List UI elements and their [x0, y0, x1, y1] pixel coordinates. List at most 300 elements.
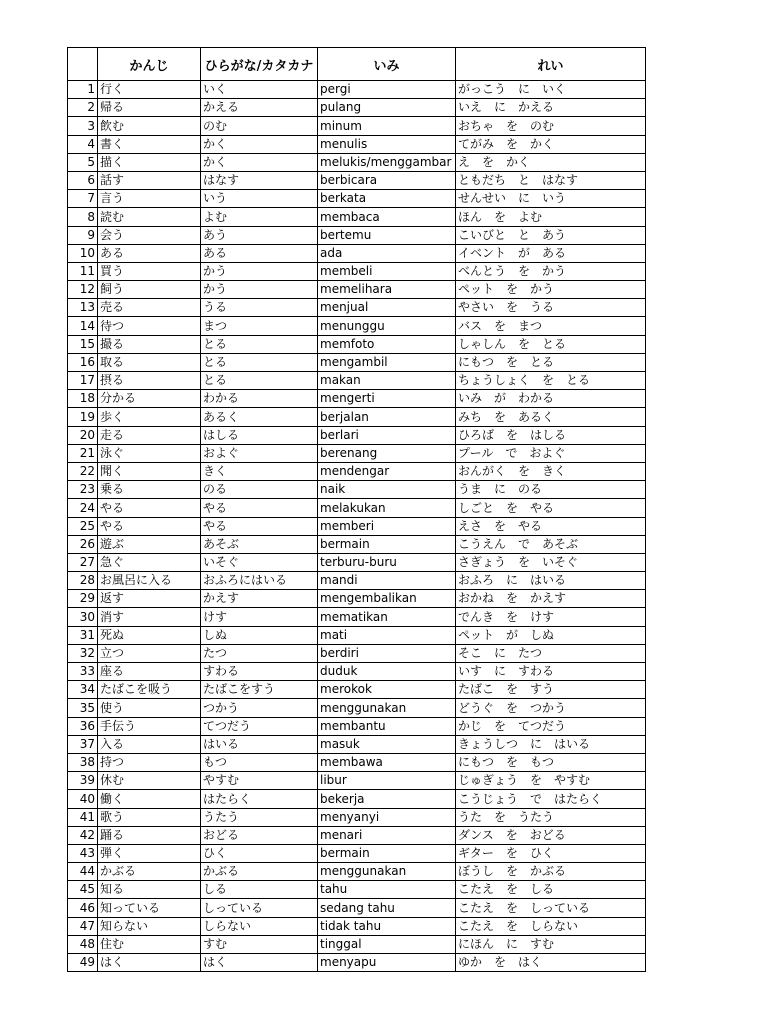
- table-row: [68, 190, 646, 208]
- kanji-cell: はく: [98, 954, 201, 972]
- kanji-cell: 泳ぐ: [98, 444, 201, 462]
- meaning-cell: melukis/menggambar: [318, 153, 456, 171]
- kanji-cell: 座る: [98, 663, 201, 681]
- row-number: 42: [68, 826, 98, 844]
- kana-cell: はしる: [201, 426, 318, 444]
- table-row: [68, 135, 646, 153]
- row-number: 17: [68, 372, 98, 390]
- table-row: [68, 153, 646, 171]
- example-cell: こいびと と あう: [456, 226, 646, 244]
- row-number: 40: [68, 790, 98, 808]
- header-kana: ひらがな/カタカナ: [201, 48, 318, 81]
- kana-cell: あそぶ: [201, 535, 318, 553]
- table-row: [68, 317, 646, 335]
- kana-cell: かう: [201, 281, 318, 299]
- example-cell: いえ に かえる: [456, 99, 646, 117]
- table-row: [68, 335, 646, 353]
- row-number: 20: [68, 426, 98, 444]
- example-cell: ペット を かう: [456, 281, 646, 299]
- row-number: 30: [68, 608, 98, 626]
- header-row: [68, 48, 646, 81]
- row-number: 2: [68, 99, 98, 117]
- table-row: [68, 954, 646, 972]
- kanji-cell: 飼う: [98, 281, 201, 299]
- meaning-cell: menunggu: [318, 317, 456, 335]
- kanji-cell: 住む: [98, 935, 201, 953]
- kana-cell: たばこをすう: [201, 681, 318, 699]
- example-cell: じゅぎょう を やすむ: [456, 772, 646, 790]
- table-row: [68, 572, 646, 590]
- kana-cell: つかう: [201, 699, 318, 717]
- example-cell: そこ に たつ: [456, 644, 646, 662]
- row-number: 29: [68, 590, 98, 608]
- example-cell: プール で およぐ: [456, 444, 646, 462]
- row-number: 47: [68, 917, 98, 935]
- meaning-cell: memfoto: [318, 335, 456, 353]
- meaning-cell: menari: [318, 826, 456, 844]
- example-cell: でんき を けす: [456, 608, 646, 626]
- kanji-cell: 描く: [98, 153, 201, 171]
- kanji-cell: 摂る: [98, 372, 201, 390]
- example-cell: てがみ を かく: [456, 135, 646, 153]
- example-cell: おかね を かえす: [456, 590, 646, 608]
- row-number: 22: [68, 462, 98, 480]
- kanji-cell: お風呂に入る: [98, 572, 201, 590]
- example-cell: いす に すわる: [456, 663, 646, 681]
- table-row: [68, 262, 646, 280]
- row-number: 13: [68, 299, 98, 317]
- table-row: [68, 826, 646, 844]
- meaning-cell: berjalan: [318, 408, 456, 426]
- kana-cell: もつ: [201, 753, 318, 771]
- example-cell: さぎょう を いそぐ: [456, 553, 646, 571]
- row-number: 43: [68, 844, 98, 862]
- table-row: [68, 863, 646, 881]
- kana-cell: おふろにはいる: [201, 572, 318, 590]
- kana-cell: しる: [201, 881, 318, 899]
- table-row: [68, 299, 646, 317]
- meaning-cell: terburu-buru: [318, 553, 456, 571]
- row-number: 21: [68, 444, 98, 462]
- table-row: [68, 353, 646, 371]
- meaning-cell: membeli: [318, 262, 456, 280]
- kana-cell: いう: [201, 190, 318, 208]
- table-row: [68, 608, 646, 626]
- meaning-cell: merokok: [318, 681, 456, 699]
- kana-cell: とる: [201, 372, 318, 390]
- meaning-cell: berenang: [318, 444, 456, 462]
- example-cell: こたえ を しる: [456, 881, 646, 899]
- meaning-cell: memberi: [318, 517, 456, 535]
- kana-cell: うたう: [201, 808, 318, 826]
- kanji-cell: かぶる: [98, 863, 201, 881]
- meaning-cell: tidak tahu: [318, 917, 456, 935]
- row-number: 24: [68, 499, 98, 517]
- table-row: [68, 917, 646, 935]
- kana-cell: はたらく: [201, 790, 318, 808]
- meaning-cell: menyanyi: [318, 808, 456, 826]
- meaning-cell: tahu: [318, 881, 456, 899]
- example-cell: やさい を うる: [456, 299, 646, 317]
- example-cell: バス を まつ: [456, 317, 646, 335]
- table-row: [68, 535, 646, 553]
- table-row: [68, 481, 646, 499]
- row-number: 36: [68, 717, 98, 735]
- row-number: 37: [68, 735, 98, 753]
- example-cell: しゃしん を とる: [456, 335, 646, 353]
- row-number: 33: [68, 663, 98, 681]
- table-row: [68, 935, 646, 953]
- kanji-cell: たばこを吸う: [98, 681, 201, 699]
- table-row: [68, 772, 646, 790]
- example-cell: にもつ を もつ: [456, 753, 646, 771]
- meaning-cell: berlari: [318, 426, 456, 444]
- vocabulary-table: [67, 47, 646, 972]
- kanji-cell: 弾く: [98, 844, 201, 862]
- kana-cell: かえす: [201, 590, 318, 608]
- table-body: [68, 81, 646, 972]
- kana-cell: おどる: [201, 826, 318, 844]
- table-row: [68, 390, 646, 408]
- kana-cell: のる: [201, 481, 318, 499]
- kanji-cell: 働く: [98, 790, 201, 808]
- example-cell: うた を うたう: [456, 808, 646, 826]
- meaning-cell: bertemu: [318, 226, 456, 244]
- table-row: [68, 899, 646, 917]
- kanji-cell: 踊る: [98, 826, 201, 844]
- kana-cell: かう: [201, 262, 318, 280]
- kanji-cell: 分かる: [98, 390, 201, 408]
- row-number: 3: [68, 117, 98, 135]
- kanji-cell: 手伝う: [98, 717, 201, 735]
- kanji-cell: 知っている: [98, 899, 201, 917]
- example-cell: イベント が ある: [456, 244, 646, 262]
- kana-cell: しっている: [201, 899, 318, 917]
- meaning-cell: membawa: [318, 753, 456, 771]
- table-row: [68, 426, 646, 444]
- table-row: [68, 681, 646, 699]
- table-row: [68, 444, 646, 462]
- table-row: [68, 699, 646, 717]
- kana-cell: かえる: [201, 99, 318, 117]
- kana-cell: はいる: [201, 735, 318, 753]
- meaning-cell: memelihara: [318, 281, 456, 299]
- meaning-cell: ada: [318, 244, 456, 262]
- kanji-cell: 待つ: [98, 317, 201, 335]
- kanji-cell: 歩く: [98, 408, 201, 426]
- table-row: [68, 81, 646, 99]
- row-number: 14: [68, 317, 98, 335]
- kanji-cell: 乗る: [98, 481, 201, 499]
- meaning-cell: makan: [318, 372, 456, 390]
- kanji-cell: 取る: [98, 353, 201, 371]
- row-number: 35: [68, 699, 98, 717]
- header-number: [68, 48, 98, 81]
- table-row: [68, 844, 646, 862]
- table-row: [68, 171, 646, 189]
- row-number: 15: [68, 335, 98, 353]
- meaning-cell: berdiri: [318, 644, 456, 662]
- example-cell: こたえ を しっている: [456, 899, 646, 917]
- row-number: 23: [68, 481, 98, 499]
- kana-cell: うる: [201, 299, 318, 317]
- meaning-cell: pulang: [318, 99, 456, 117]
- kana-cell: よむ: [201, 208, 318, 226]
- row-number: 10: [68, 244, 98, 262]
- kana-cell: しぬ: [201, 626, 318, 644]
- kanji-cell: 言う: [98, 190, 201, 208]
- kanji-cell: 話す: [98, 171, 201, 189]
- kana-cell: すむ: [201, 935, 318, 953]
- kana-cell: あるく: [201, 408, 318, 426]
- kana-cell: ある: [201, 244, 318, 262]
- meaning-cell: masuk: [318, 735, 456, 753]
- example-cell: いみ が わかる: [456, 390, 646, 408]
- table-row: [68, 281, 646, 299]
- meaning-cell: mematikan: [318, 608, 456, 626]
- table-row: [68, 117, 646, 135]
- example-cell: こうえん で あそぶ: [456, 535, 646, 553]
- kanji-cell: 遊ぶ: [98, 535, 201, 553]
- table-row: [68, 735, 646, 753]
- kana-cell: およぐ: [201, 444, 318, 462]
- meaning-cell: pergi: [318, 81, 456, 99]
- meaning-cell: tinggal: [318, 935, 456, 953]
- meaning-cell: bermain: [318, 535, 456, 553]
- table-row: [68, 553, 646, 571]
- meaning-cell: berkata: [318, 190, 456, 208]
- kana-cell: いそぐ: [201, 553, 318, 571]
- example-cell: ほん を よむ: [456, 208, 646, 226]
- kana-cell: あう: [201, 226, 318, 244]
- kana-cell: いく: [201, 81, 318, 99]
- table-row: [68, 663, 646, 681]
- example-cell: え を かく: [456, 153, 646, 171]
- table-row: [68, 881, 646, 899]
- example-cell: がっこう に いく: [456, 81, 646, 99]
- kanji-cell: 読む: [98, 208, 201, 226]
- row-number: 4: [68, 135, 98, 153]
- meaning-cell: mengambil: [318, 353, 456, 371]
- table-row: [68, 226, 646, 244]
- kana-cell: やる: [201, 499, 318, 517]
- meaning-cell: mengembalikan: [318, 590, 456, 608]
- example-cell: ギター を ひく: [456, 844, 646, 862]
- table-row: [68, 517, 646, 535]
- kana-cell: すわる: [201, 663, 318, 681]
- meaning-cell: bermain: [318, 844, 456, 862]
- kana-cell: しらない: [201, 917, 318, 935]
- example-cell: ともだち と はなす: [456, 171, 646, 189]
- row-number: 32: [68, 644, 98, 662]
- kanji-cell: ある: [98, 244, 201, 262]
- example-cell: にもつ を とる: [456, 353, 646, 371]
- kana-cell: やる: [201, 517, 318, 535]
- header-example: れい: [456, 48, 646, 81]
- table-row: [68, 499, 646, 517]
- kanji-cell: やる: [98, 499, 201, 517]
- kana-cell: はく: [201, 954, 318, 972]
- kanji-cell: 休む: [98, 772, 201, 790]
- row-number: 8: [68, 208, 98, 226]
- example-cell: おちゃ を のむ: [456, 117, 646, 135]
- example-cell: えさ を やる: [456, 517, 646, 535]
- example-cell: こたえ を しらない: [456, 917, 646, 935]
- kana-cell: とる: [201, 335, 318, 353]
- row-number: 19: [68, 408, 98, 426]
- example-cell: べんとう を かう: [456, 262, 646, 280]
- table-row: [68, 717, 646, 735]
- meaning-cell: libur: [318, 772, 456, 790]
- row-number: 6: [68, 171, 98, 189]
- example-cell: ひろば を はしる: [456, 426, 646, 444]
- kanji-cell: 知る: [98, 881, 201, 899]
- kanji-cell: 歌う: [98, 808, 201, 826]
- kana-cell: わかる: [201, 390, 318, 408]
- row-number: 45: [68, 881, 98, 899]
- kana-cell: かく: [201, 135, 318, 153]
- table-row: [68, 99, 646, 117]
- kanji-cell: 飲む: [98, 117, 201, 135]
- table-row: [68, 790, 646, 808]
- example-cell: かじ を てつだう: [456, 717, 646, 735]
- example-cell: みち を あるく: [456, 408, 646, 426]
- row-number: 11: [68, 262, 98, 280]
- meaning-cell: sedang tahu: [318, 899, 456, 917]
- example-cell: ダンス を おどる: [456, 826, 646, 844]
- row-number: 1: [68, 81, 98, 99]
- kana-cell: たつ: [201, 644, 318, 662]
- meaning-cell: membaca: [318, 208, 456, 226]
- row-number: 28: [68, 572, 98, 590]
- example-cell: どうぐ を つかう: [456, 699, 646, 717]
- table-header: [68, 48, 646, 81]
- kanji-cell: 会う: [98, 226, 201, 244]
- kanji-cell: 急ぐ: [98, 553, 201, 571]
- meaning-cell: membantu: [318, 717, 456, 735]
- kana-cell: きく: [201, 462, 318, 480]
- row-number: 48: [68, 935, 98, 953]
- kana-cell: かぶる: [201, 863, 318, 881]
- meaning-cell: mandi: [318, 572, 456, 590]
- kanji-cell: 入る: [98, 735, 201, 753]
- kanji-cell: 書く: [98, 135, 201, 153]
- kanji-cell: 聞く: [98, 462, 201, 480]
- kanji-cell: やる: [98, 517, 201, 535]
- row-number: 31: [68, 626, 98, 644]
- meaning-cell: mati: [318, 626, 456, 644]
- example-cell: しごと を やる: [456, 499, 646, 517]
- meaning-cell: menyapu: [318, 954, 456, 972]
- header-meaning: いみ: [318, 48, 456, 81]
- meaning-cell: duduk: [318, 663, 456, 681]
- example-cell: おんがく を きく: [456, 462, 646, 480]
- row-number: 18: [68, 390, 98, 408]
- meaning-cell: mendengar: [318, 462, 456, 480]
- row-number: 34: [68, 681, 98, 699]
- kanji-cell: 売る: [98, 299, 201, 317]
- kanji-cell: 立つ: [98, 644, 201, 662]
- kanji-cell: 撮る: [98, 335, 201, 353]
- table-row: [68, 462, 646, 480]
- table-row: [68, 644, 646, 662]
- kana-cell: かく: [201, 153, 318, 171]
- row-number: 5: [68, 153, 98, 171]
- kanji-cell: 知らない: [98, 917, 201, 935]
- kanji-cell: 行く: [98, 81, 201, 99]
- row-number: 26: [68, 535, 98, 553]
- row-number: 16: [68, 353, 98, 371]
- row-number: 44: [68, 863, 98, 881]
- row-number: 39: [68, 772, 98, 790]
- row-number: 9: [68, 226, 98, 244]
- kanji-cell: 走る: [98, 426, 201, 444]
- kanji-cell: 持つ: [98, 753, 201, 771]
- row-number: 7: [68, 190, 98, 208]
- example-cell: うま に のる: [456, 481, 646, 499]
- example-cell: せんせい に いう: [456, 190, 646, 208]
- row-number: 41: [68, 808, 98, 826]
- meaning-cell: bekerja: [318, 790, 456, 808]
- kanji-cell: 返す: [98, 590, 201, 608]
- kana-cell: やすむ: [201, 772, 318, 790]
- meaning-cell: berbicara: [318, 171, 456, 189]
- row-number: 49: [68, 954, 98, 972]
- meaning-cell: menulis: [318, 135, 456, 153]
- table-row: [68, 244, 646, 262]
- kana-cell: まつ: [201, 317, 318, 335]
- row-number: 12: [68, 281, 98, 299]
- example-cell: ぼうし を かぶる: [456, 863, 646, 881]
- example-cell: にほん に すむ: [456, 935, 646, 953]
- meaning-cell: menggunakan: [318, 863, 456, 881]
- meaning-cell: menggunakan: [318, 699, 456, 717]
- kanji-cell: 買う: [98, 262, 201, 280]
- kana-cell: とる: [201, 353, 318, 371]
- meaning-cell: menjual: [318, 299, 456, 317]
- row-number: 38: [68, 753, 98, 771]
- example-cell: ちょうしょく を とる: [456, 372, 646, 390]
- example-cell: たばこ を すう: [456, 681, 646, 699]
- table-row: [68, 208, 646, 226]
- kanji-cell: 使う: [98, 699, 201, 717]
- row-number: 27: [68, 553, 98, 571]
- kanji-cell: 死ぬ: [98, 626, 201, 644]
- kana-cell: ひく: [201, 844, 318, 862]
- meaning-cell: mengerti: [318, 390, 456, 408]
- table-row: [68, 808, 646, 826]
- table-row: [68, 590, 646, 608]
- example-cell: おふろ に はいる: [456, 572, 646, 590]
- row-number: 25: [68, 517, 98, 535]
- table-row: [68, 408, 646, 426]
- meaning-cell: melakukan: [318, 499, 456, 517]
- example-cell: こうじょう で はたらく: [456, 790, 646, 808]
- kana-cell: けす: [201, 608, 318, 626]
- row-number: 46: [68, 899, 98, 917]
- kana-cell: てつだう: [201, 717, 318, 735]
- example-cell: ゆか を はく: [456, 954, 646, 972]
- table-row: [68, 753, 646, 771]
- header-kanji: かんじ: [98, 48, 201, 81]
- example-cell: きょうしつ に はいる: [456, 735, 646, 753]
- kanji-cell: 帰る: [98, 99, 201, 117]
- example-cell: ペット が しぬ: [456, 626, 646, 644]
- kanji-cell: 消す: [98, 608, 201, 626]
- kana-cell: はなす: [201, 171, 318, 189]
- kana-cell: のむ: [201, 117, 318, 135]
- meaning-cell: minum: [318, 117, 456, 135]
